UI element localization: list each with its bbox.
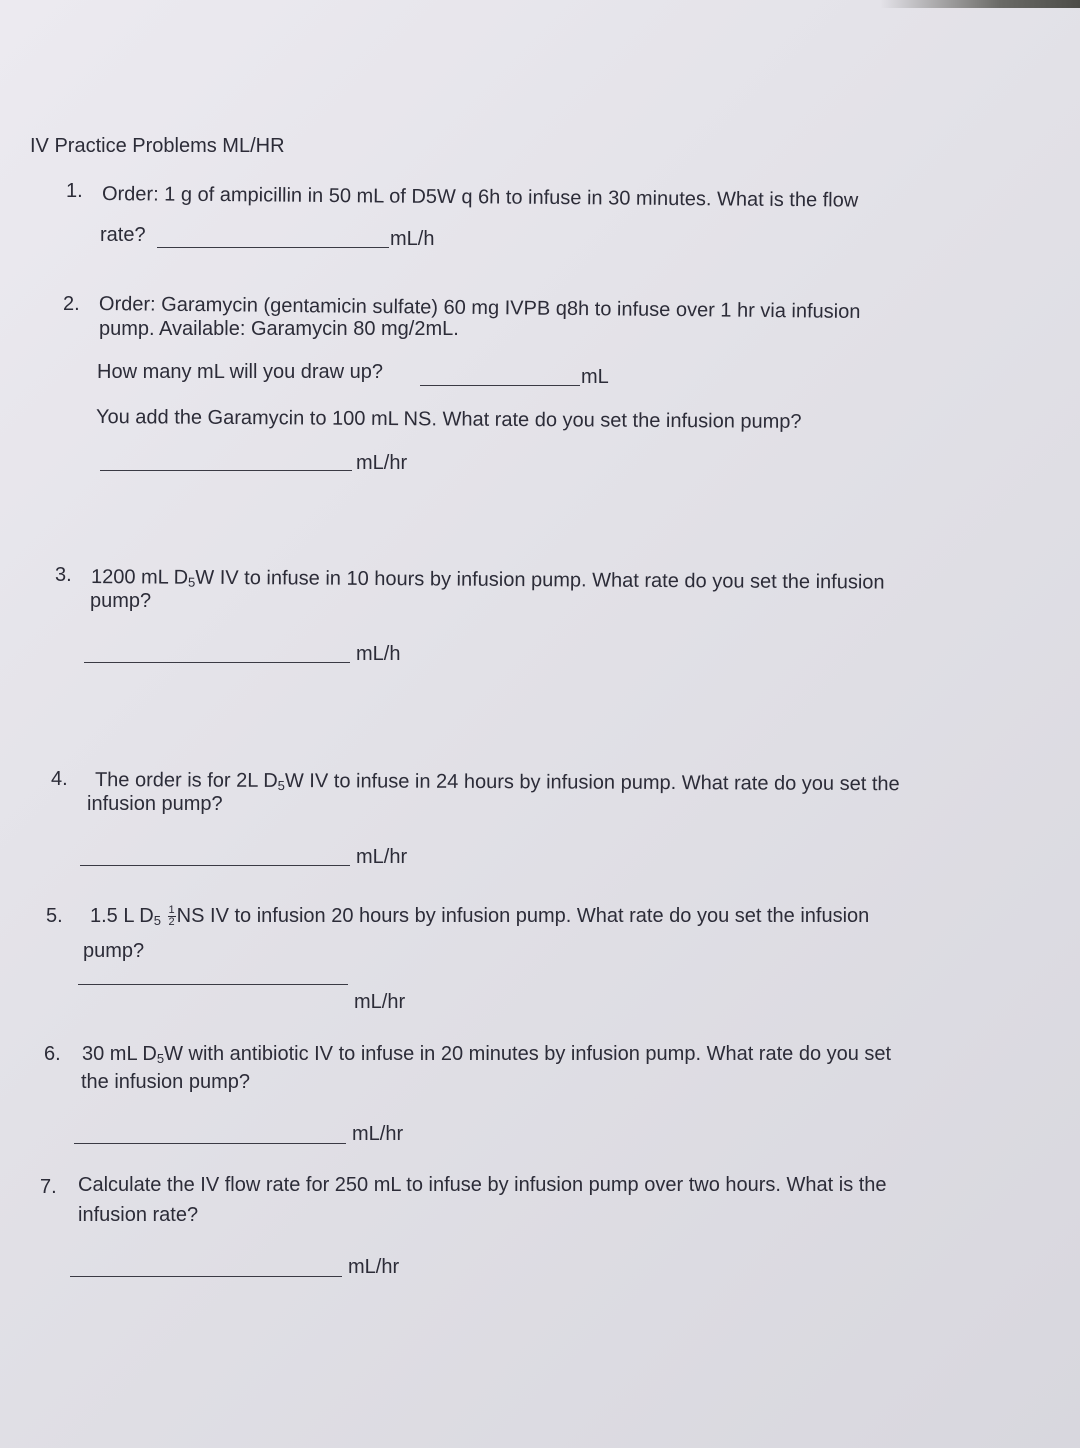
problem-2-answer-blank-1[interactable]	[420, 385, 580, 386]
problem-4-number: 4.	[51, 768, 68, 790]
problem-4-answer-blank[interactable]	[80, 865, 350, 866]
problem-3-number: 3.	[55, 564, 72, 586]
problem-2-question-1: How many mL will you draw up?	[97, 361, 384, 383]
problem-6-number: 6.	[44, 1043, 61, 1065]
one-half-fraction: $\frac{1}{2}$	[168, 904, 175, 929]
problem-7-line1: Calculate the IV flow rate for 250 mL to infuse by infusion pump over two hours. What is the	[78, 1174, 887, 1196]
problem-6-unit: mL/hr	[352, 1123, 404, 1145]
problem-2-line1: Order: Garamycin (gentamicin sulfate) 60 mg IVPB q8h to infuse over 1 hr via infusion	[98, 293, 861, 323]
problem-6-line2: the infusion pump?	[81, 1071, 251, 1093]
problem-5-line1: 1.5 L $D_5$ $\frac{1}{2}$ NS IV to infusion 20 hours by infusion pump. What rate do you set the infusion	[90, 904, 870, 929]
problem-4-line1: The order is for 2L $D_5W$ IV to infuse in 24 hours by infusion pump. What rate do you set the	[94, 769, 900, 796]
problem-7-number: 7.	[40, 1176, 57, 1198]
problem-6-answer-blank[interactable]	[74, 1143, 346, 1144]
problem-2-unit-1: mL	[581, 366, 609, 388]
problem-7-answer-blank[interactable]	[70, 1276, 342, 1277]
problem-1-answer-blank[interactable]	[157, 247, 389, 248]
problem-7-line2: infusion rate?	[78, 1204, 199, 1226]
problem-3-line2: pump?	[90, 590, 152, 612]
problem-5-line2: pump?	[83, 940, 145, 962]
problem-4-line2: infusion pump?	[87, 793, 223, 815]
problem-5-answer-blank[interactable]	[78, 984, 348, 985]
problem-3-line1: 1200 mL $D_5W$ IV to infuse in 10 hours by infusion pump. What rate do you set the infusion	[90, 566, 885, 594]
problem-2-number: 2.	[63, 293, 80, 315]
problem-2-answer-blank-2[interactable]	[100, 470, 352, 471]
problem-5-number: 5.	[46, 905, 63, 927]
problem-3-unit: mL/h	[356, 643, 401, 665]
problem-1-line2: rate?	[100, 224, 146, 246]
problem-5-unit: mL/hr	[354, 991, 406, 1013]
problem-2-question-2: You add the Garamycin to 100 mL NS. What rate do you set the infusion pump?	[95, 406, 802, 433]
problem-7-unit: mL/hr	[348, 1256, 400, 1278]
problem-2-line2: pump. Available: Garamycin 80 mg/2mL.	[99, 318, 459, 340]
problem-1-line1: Order: 1 g of ampicillin in 50 mL of D5W q 6h to infuse in 30 minutes. What is the flow	[101, 183, 859, 212]
problem-3-answer-blank[interactable]	[84, 662, 350, 663]
page-title: IV Practice Problems ML/HR	[30, 135, 285, 157]
problem-2-unit-2: mL/hr	[356, 452, 408, 474]
problem-6-line1: 30 mL $D_5W$ with antibiotic IV to infuse in 20 minutes by infusion pump. What rate do you set	[82, 1043, 892, 1066]
problem-4-unit: mL/hr	[356, 846, 408, 868]
photo-edge	[880, 0, 1080, 8]
problem-1-unit: mL/h	[390, 228, 435, 250]
problem-1-number: 1.	[66, 180, 83, 202]
